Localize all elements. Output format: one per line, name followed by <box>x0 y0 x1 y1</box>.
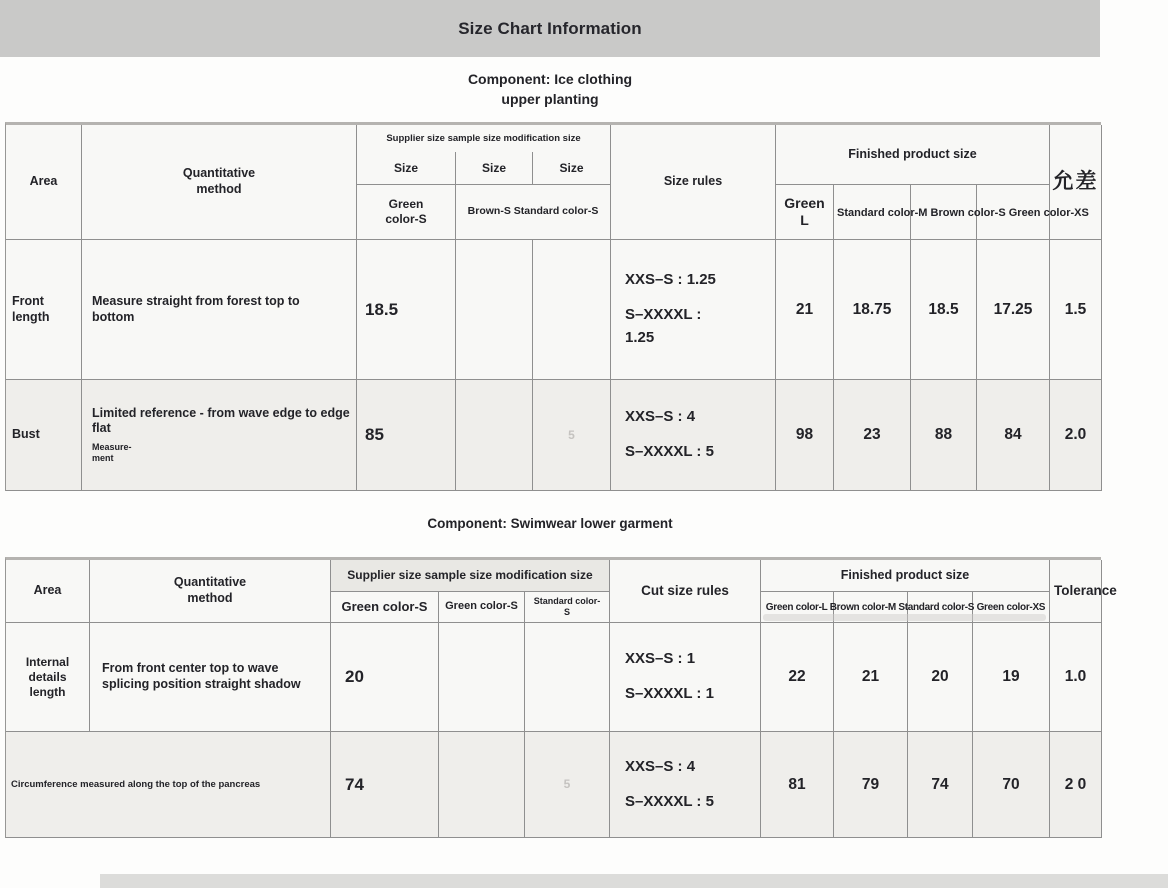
t1-header-finished-sub4 <box>977 185 1050 240</box>
t2-row1-supplier1: 20 <box>331 623 439 732</box>
t1-row1-supplier1: 18.5 <box>357 240 456 380</box>
t1-row2-supplier1: 85 <box>357 380 456 491</box>
t1-header-tolerance: 允差 <box>1050 125 1102 240</box>
t1-row1-finished1: 21 <box>776 240 834 380</box>
t2-header-finished-sub-labels: Green color-L Brown color-M Standard color-S Green color-XS <box>765 602 1046 613</box>
t1-header-supplier-group: Supplier size sample size modification size <box>357 125 611 152</box>
component1-line1: Component: Ice clothing <box>467 71 633 87</box>
t2-row2-finished2: 79 <box>834 732 908 838</box>
t1-header-finished-group: Finished product size <box>776 125 1050 185</box>
t2-row1-finished2: 21 <box>834 623 908 732</box>
t2-header-supplier-sub3: Standard color-S <box>525 592 610 623</box>
t1-row1-finished2: 18.75 <box>834 240 911 380</box>
t1-header-area: Area <box>6 125 82 240</box>
t2-row2-finished1: 81 <box>761 732 834 838</box>
t1-header-finished-sub1: Green L <box>776 185 834 240</box>
t2-header-finished-group: Finished product size <box>761 560 1050 592</box>
t2-row2-tolerance: 2 0 <box>1050 732 1102 838</box>
t1-header-size-rules: Size rules <box>611 125 776 240</box>
t1-row2-supplier3: 5 <box>533 380 611 491</box>
t2-header-supplier-group: Supplier size sample size modification size <box>331 560 610 592</box>
t1-row2-finished3: 88 <box>911 380 977 491</box>
title-bar <box>0 0 1100 57</box>
t1-header-size-col2: Size <box>456 152 533 185</box>
t2-row2-finished3: 74 <box>908 732 973 838</box>
component1-line2: upper planting <box>501 91 599 108</box>
t2-row1-finished1: 22 <box>761 623 834 732</box>
component2-heading: Component: Swimwear lower garment <box>427 516 673 531</box>
t1-row2-rules: XXS–S : 4 S–XXXXL : 5 <box>611 380 776 491</box>
t1-row1-supplier3 <box>533 240 611 380</box>
t1-header-size-col3: Size <box>533 152 611 185</box>
t2-row2-supplier2 <box>439 732 525 838</box>
component1-heading <box>0 69 1100 110</box>
t1-row1-rules: XXS–S : 1.25 S–XXXXL : 1.25 <box>611 240 776 380</box>
t2-row1-rules: XXS–S : 1 S–XXXXL : 1 <box>610 623 761 732</box>
table1 <box>5 122 1101 491</box>
t2-row1-supplier3 <box>525 623 610 732</box>
t1-row1-area: Front length <box>6 240 82 380</box>
t1-header-size-col1: Size <box>357 152 456 185</box>
t2-header-tolerance: Tolerance <box>1050 560 1102 623</box>
t2-row2-finished4: 70 <box>973 732 1050 838</box>
t1-row1-method: Measure straight from forest top to bottom <box>82 240 357 380</box>
t1-header-supplier-sub1: Green color-S <box>357 185 456 240</box>
t1-row2-method: Limited reference - from wave edge to edge flat Measure- ment <box>82 380 357 491</box>
t1-row1-supplier2 <box>456 240 533 380</box>
t2-row1-tolerance: 1.0 <box>1050 623 1102 732</box>
t2-row1-method: From front center top to wave splicing position straight shadow <box>90 623 331 732</box>
t1-row1-finished3: 18.5 <box>911 240 977 380</box>
t2-row2-supplier1: 74 <box>331 732 439 838</box>
t1-row2-finished4: 84 <box>977 380 1050 491</box>
page-title: Size Chart Information <box>458 18 642 38</box>
scan-smudge <box>763 614 1046 621</box>
t2-header-method: Quantitative method <box>90 560 331 623</box>
t2-row1-finished4: 19 <box>973 623 1050 732</box>
t2-header-cut-rules: Cut size rules <box>610 560 761 623</box>
t1-row2-finished2: 23 <box>834 380 911 491</box>
table2 <box>5 557 1117 838</box>
t2-row1-area: Internal details length <box>6 623 90 732</box>
t2-row1-finished3: 20 <box>908 623 973 732</box>
t2-row2-description: Circumference measured along the top of the pancreas <box>6 732 331 838</box>
t2-row1-supplier2 <box>439 623 525 732</box>
t1-row2-area: Bust <box>6 380 82 491</box>
t1-row2-tolerance: 2.0 <box>1050 380 1102 491</box>
t1-row1-finished4: 17.25 <box>977 240 1050 380</box>
t1-row2-method-note: Measure- ment <box>92 441 132 464</box>
t2-row2-supplier3: 5 <box>525 732 610 838</box>
t1-header-supplier-sub23: Brown-S Standard color-S <box>456 185 611 240</box>
t1-row2-supplier2 <box>456 380 533 491</box>
t2-header-supplier-sub1: Green color-S <box>331 592 439 623</box>
t2-row2-rules: XXS–S : 4 S–XXXXL : 5 <box>610 732 761 838</box>
t1-header-finished-sub3 <box>911 185 977 240</box>
t1-row2-finished1: 98 <box>776 380 834 491</box>
t2-header-area: Area <box>6 560 90 623</box>
bottom-strip <box>100 874 1168 888</box>
t2-header-supplier-sub2: Green color-S <box>439 592 525 623</box>
t1-row1-tolerance: 1.5 <box>1050 240 1102 380</box>
t1-header-finished-sub2 <box>834 185 911 240</box>
t1-header-method: Quantitative method <box>82 125 357 240</box>
t1-header-finished-sub-labels: Standard color-M Brown color-S Green color-XS <box>837 206 1089 219</box>
